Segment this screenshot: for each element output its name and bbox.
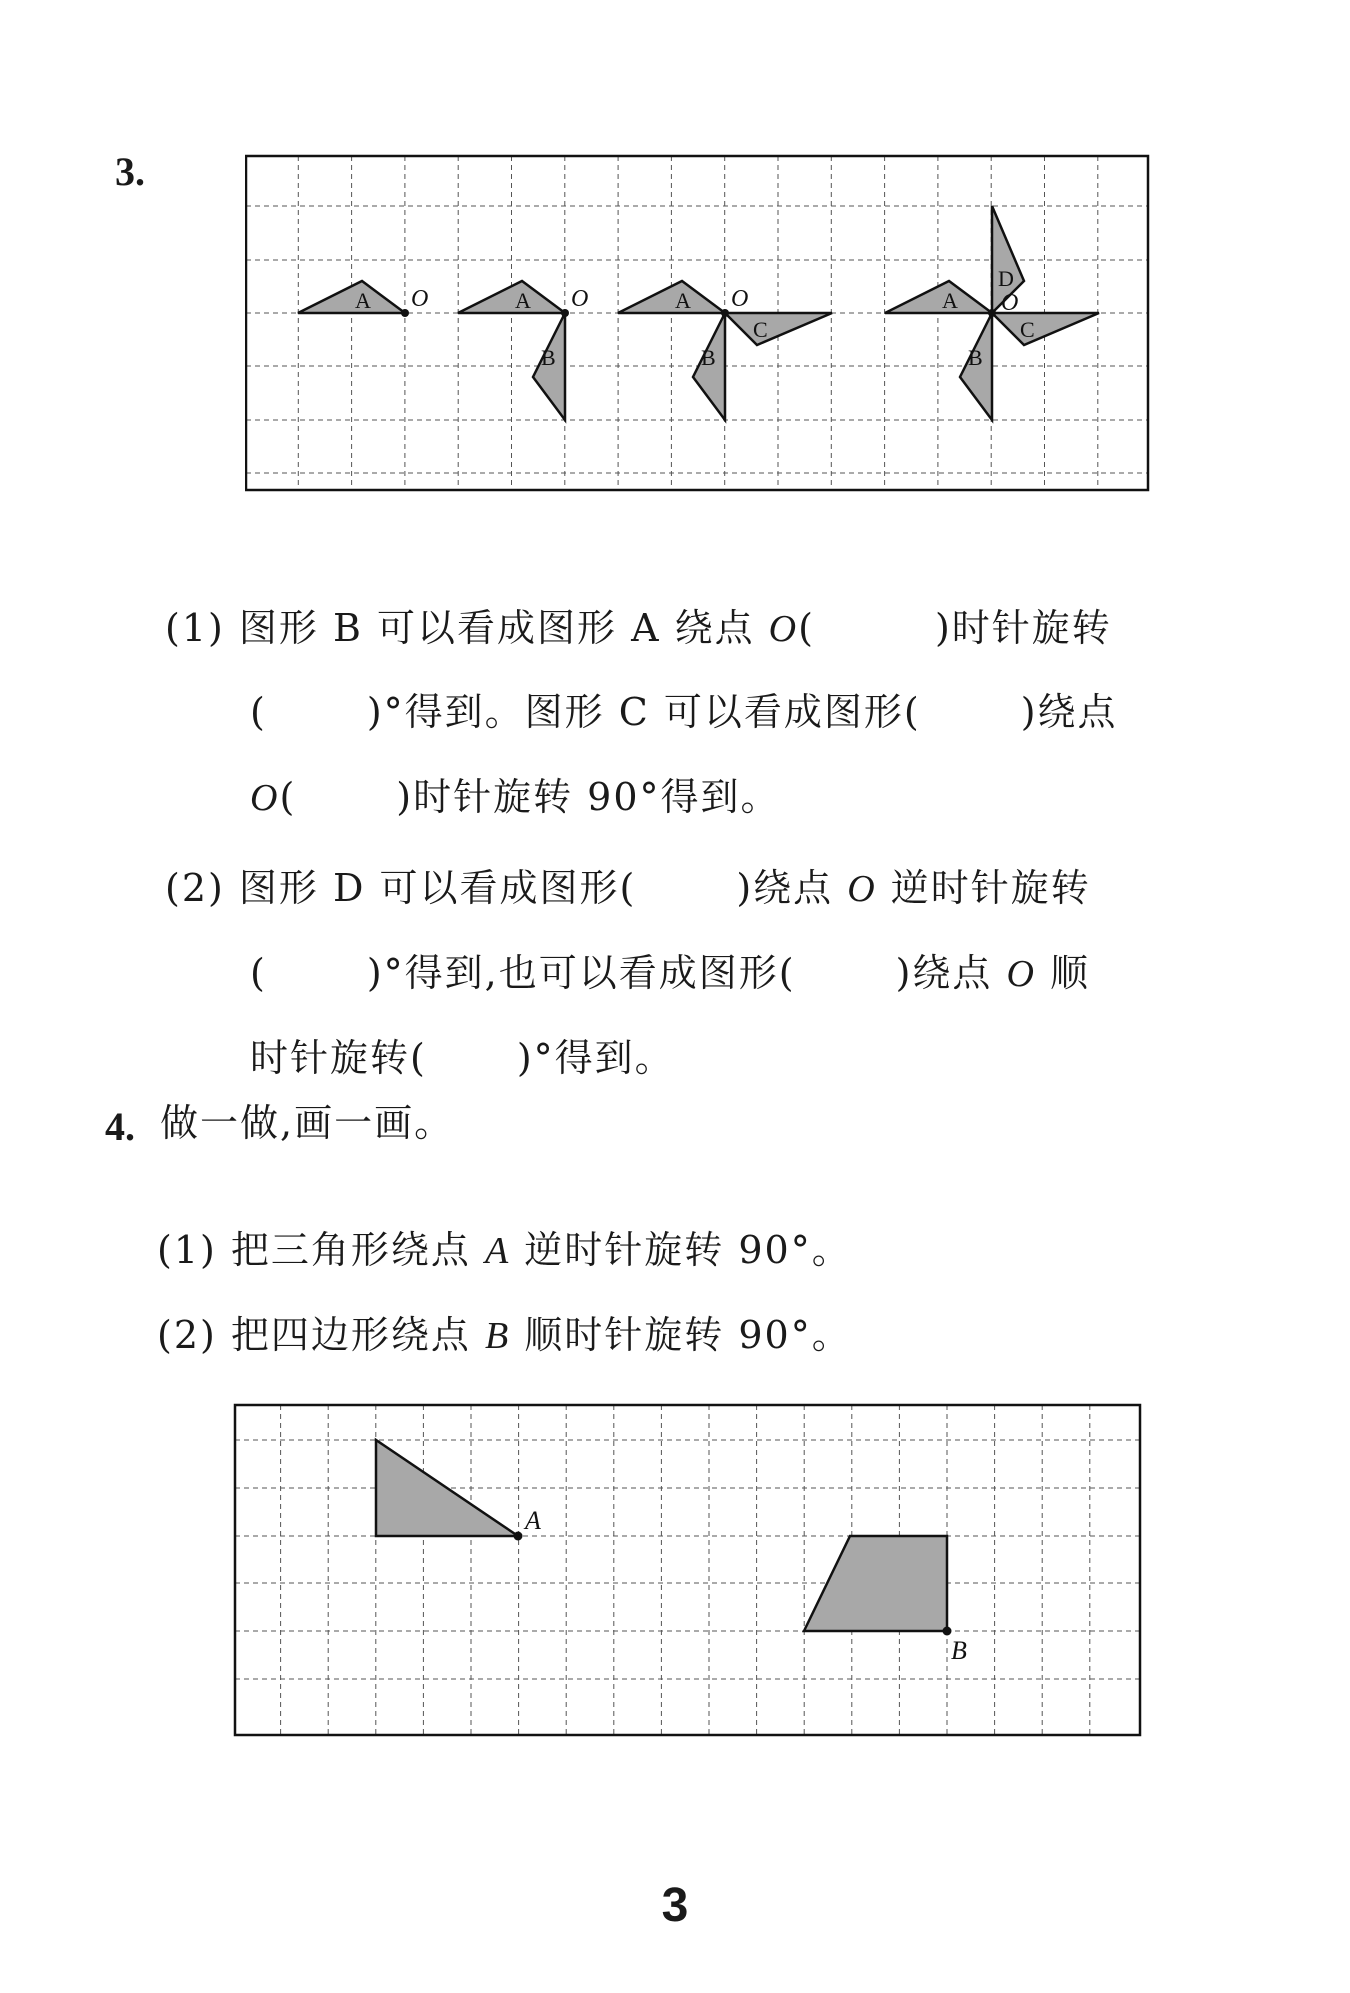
label-o-2: O [571,286,589,312]
label-c-4: C [1020,317,1035,342]
label-d-4: D [998,266,1014,291]
label-a-4: A [942,288,958,313]
point-a [514,1532,523,1541]
q3-sub1-point-o: O [768,608,799,650]
label-b-3: B [701,345,716,370]
label-o-1: O [411,286,429,312]
shape-a-3 [618,281,725,313]
q3-sub1-text1: (1) 图形 B 可以看成图形 A 绕点 [165,606,769,650]
q4-grid [235,1405,1140,1735]
q3-sub2-line1: (2) 图形 D 可以看成图形( )绕点 O 逆时针旋转 [165,866,1091,910]
page-number: 3 [661,1879,689,1932]
point-o-4 [988,309,996,317]
shape-a-4 [885,281,992,313]
q3-number: 3. [115,149,145,194]
point-b [943,1627,952,1636]
shape-c-4 [992,313,1099,345]
shape-a-2 [458,281,565,313]
shape-a-1 [298,281,405,313]
q3-sub2-line3: 时针旋转( )°得到。 [250,1036,675,1080]
point-o-3 [721,309,729,317]
point-o-2 [561,309,569,317]
label-o-4: O [1001,290,1019,316]
label-b-4: B [968,345,983,370]
label-c-3: C [753,317,768,342]
q3-sub1-line1: (1) 图形 B 可以看成图形 A 绕点 O( )时针旋转 [165,606,1112,650]
q4-sub1: (1) 把三角形绕点 A 逆时针旋转 90°。 [157,1228,852,1272]
q4-sub2: (2) 把四边形绕点 B 顺时针旋转 90°。 [157,1313,852,1357]
label-o-3: O [731,286,749,312]
q4-drawing-grid[interactable] [233,1403,1143,1738]
label-a-2: A [515,288,531,313]
label-a: A [525,1506,541,1535]
q4-number: 4. [105,1104,135,1149]
q3-sub1-text2: )时针旋转 [934,606,1112,650]
q3-rotation-figure [245,153,1150,493]
label-b-2: B [541,345,556,370]
q3-sub1-line3: O( )时针旋转 90°得到。 [250,775,781,819]
q4-title: 做一做,画一画。 [160,1101,455,1145]
quadrilateral [804,1536,947,1631]
point-o-1 [401,309,409,317]
label-a-1: A [355,288,371,313]
label-a-3: A [675,288,691,313]
q3-sub2-line2: ( )°得到,也可以看成图形( )绕点 O 顺 [250,951,1091,995]
q3-sub1-line2: ( )°得到。图形 C 可以看成图形( )绕点 [250,690,1118,734]
label-b: B [951,1636,967,1665]
